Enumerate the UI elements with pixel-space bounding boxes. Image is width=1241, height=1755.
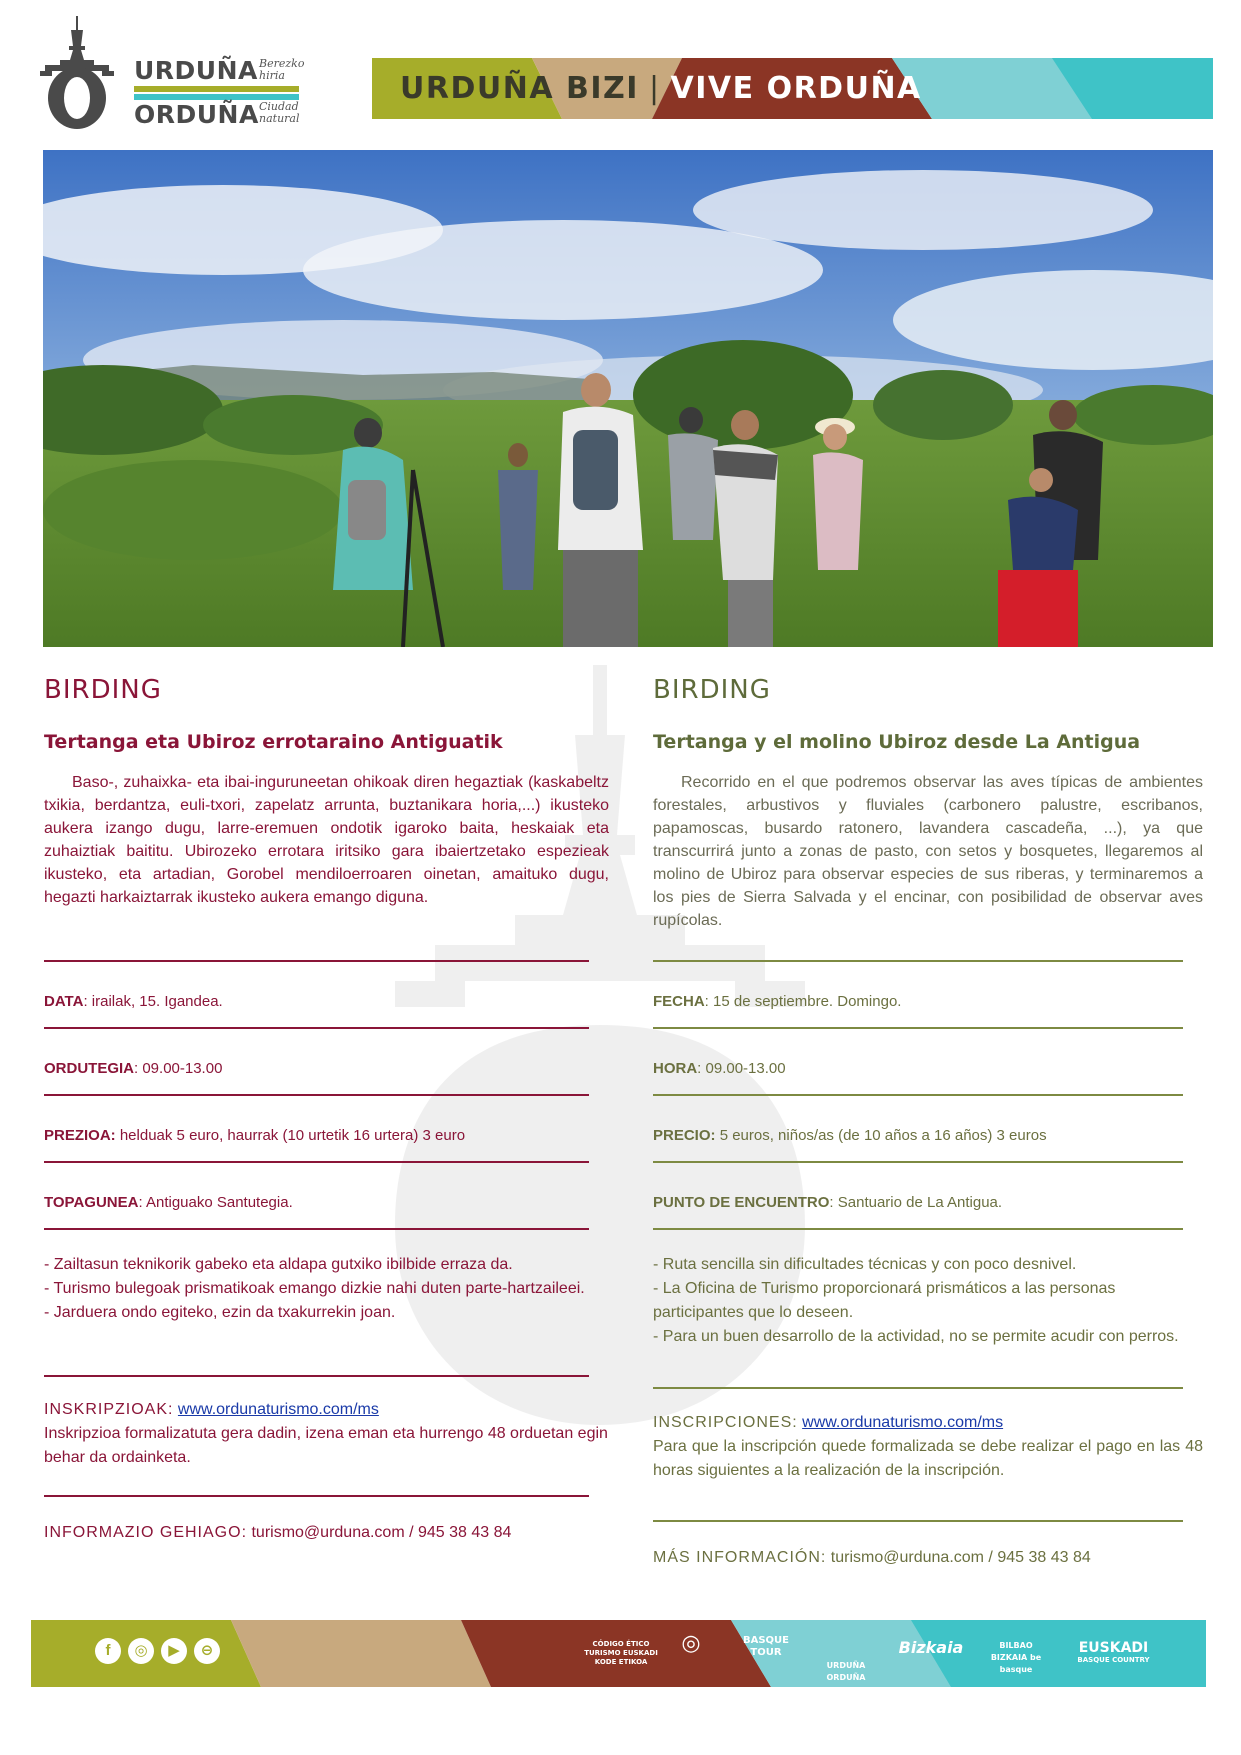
sponsor-bizkaia-logo: Bizkaia bbox=[898, 1638, 964, 1657]
registration-label-es: INSCRIPCIONES: bbox=[653, 1414, 798, 1431]
youtube-icon[interactable]: ▶ bbox=[161, 1638, 187, 1664]
price-value-es: 5 euros, niños/as (de 10 años a 16 años) 3 euros bbox=[719, 1127, 1047, 1144]
birdwatching-group-image bbox=[43, 150, 1213, 647]
description-es: Recorrido en el que podremos observar las aves típicas de ambientes forestales, arbustivos y fluviales (carbonero palustre, escribanos, papamoscas, busardo ratonero, lavandera cascadeña, ...), ya que transcurrirá junto a zonas de pasto, con setos y bosquetes, llegaremos al molino de Ubiroz para observar especies de sus riberas, y terminaremos a los pies de Sierra Salvada y el encinar, con posibilidad de observar aves rupícolas. bbox=[653, 774, 1203, 929]
registration-link-es[interactable]: www.ordunaturismo.com/ms bbox=[802, 1414, 1004, 1431]
meeting-label-es: PUNTO DE ENCUENTRO bbox=[653, 1194, 830, 1211]
column-spanish bbox=[653, 675, 1203, 1566]
registration-text-es: Para que la inscripción quede formalizada se debe realizar el pago en las 48 horas siguientes a la realización de la inscripción. bbox=[653, 1438, 1203, 1479]
divider bbox=[653, 1387, 1183, 1389]
hero-photo bbox=[43, 150, 1213, 647]
title-es: BIRDING bbox=[653, 675, 771, 705]
sponsor-orduna-logo: URDUÑA ORDUÑA bbox=[826, 1661, 866, 1682]
divider bbox=[44, 1161, 589, 1163]
note-item: - Ruta sencilla sin dificultades técnicas y con poco desnivel. bbox=[653, 1256, 1077, 1273]
instagram-icon[interactable]: ◎ bbox=[128, 1638, 154, 1664]
divider bbox=[44, 1375, 589, 1377]
date-label-es: FECHA bbox=[653, 993, 705, 1010]
date-label-eu: DATA bbox=[44, 993, 84, 1010]
date-row-eu: DATA: irailak, 15. Igandea. bbox=[44, 993, 223, 1010]
registration-label-eu: INSKRIPZIOAK: bbox=[44, 1401, 174, 1418]
banner-separator: | bbox=[648, 71, 661, 106]
note-item: - Para un buen desarrollo de la actividad, no se permite acudir con perros. bbox=[653, 1328, 1179, 1345]
divider bbox=[653, 1228, 1183, 1230]
brand-tagline-es: Ciudad natural bbox=[259, 100, 300, 125]
notes-es bbox=[653, 1253, 1203, 1349]
info-label-es: MÁS INFORMACIÓN: bbox=[653, 1549, 827, 1566]
sponsor-codigo-etico-logo: CÓDIGO ÉTICO TURISMO EUSKADI KODE ETIKOA bbox=[584, 1640, 658, 1666]
brand-name-eu: URDUÑA bbox=[134, 56, 258, 85]
tower-logo-icon bbox=[40, 16, 130, 131]
divider bbox=[653, 1094, 1183, 1096]
sponsor-globe-icon: ◎ bbox=[681, 1631, 701, 1656]
price-label-eu: PREZIOA: bbox=[44, 1127, 116, 1144]
price-value-eu: helduak 5 euro, haurrak (10 urtetik 16 urtera) 3 euro bbox=[119, 1127, 466, 1144]
price-row-eu bbox=[44, 1127, 609, 1144]
header-banner bbox=[372, 58, 1213, 119]
divider bbox=[44, 1027, 589, 1029]
meeting-row-eu: TOPAGUNEA: Antiguako Santutegia. bbox=[44, 1194, 293, 1211]
note-item: - Turismo bulegoak prismatikoak emango dizkie nahi duten parte-hartzaileei. bbox=[44, 1280, 585, 1297]
divider bbox=[44, 1094, 589, 1096]
divider bbox=[44, 1495, 589, 1497]
date-value-es: 15 de septiembre. Domingo. bbox=[713, 993, 902, 1010]
divider bbox=[653, 1520, 1183, 1522]
subtitle-es: Tertanga y el molino Ubiroz desde La Antigua bbox=[653, 731, 1141, 753]
registration-eu bbox=[44, 1398, 609, 1470]
brand-bar-olive bbox=[134, 86, 299, 92]
info-value-es[interactable]: turismo@urduna.com / 945 38 43 84 bbox=[830, 1549, 1091, 1566]
web-icon[interactable]: ⊖ bbox=[194, 1638, 220, 1664]
meeting-row-es: PUNTO DE ENCUENTRO: Santuario de La Antigua. bbox=[653, 1194, 1003, 1211]
column-basque bbox=[44, 675, 609, 1541]
title-eu: BIRDING bbox=[44, 675, 162, 705]
meeting-label-eu: TOPAGUNEA bbox=[44, 1194, 139, 1211]
note-item: - Jarduera ondo egiteko, ezin da txakurrekin joan. bbox=[44, 1304, 396, 1321]
time-row-eu: ORDUTEGIA: 09.00-13.00 bbox=[44, 1060, 223, 1077]
info-label-eu: INFORMAZIO GEHIAGO: bbox=[44, 1524, 248, 1541]
brand-logo bbox=[40, 16, 320, 131]
notes-eu bbox=[44, 1253, 609, 1325]
banner-title bbox=[400, 71, 922, 106]
info-row-eu bbox=[44, 1521, 609, 1545]
info-value-eu[interactable]: turismo@urduna.com / 945 38 43 84 bbox=[251, 1524, 512, 1541]
divider bbox=[44, 960, 589, 962]
divider bbox=[653, 1161, 1183, 1163]
date-value-eu: irailak, 15. Igandea. bbox=[91, 993, 223, 1010]
divider bbox=[653, 960, 1183, 962]
sponsor-euskadi-logo: EUSKADI BASQUE COUNTRY bbox=[1077, 1640, 1150, 1664]
registration-link-eu[interactable]: www.ordunaturismo.com/ms bbox=[177, 1401, 379, 1418]
banner-title-es: VIVE ORDUÑA bbox=[670, 71, 922, 106]
brand-tagline-eu: Berezko hiria bbox=[259, 57, 305, 82]
info-row-es bbox=[653, 1546, 1203, 1570]
description-eu: Baso-, zuhaixka- eta ibai-inguruneetan ohikoak diren hegaztiak (kaskabeltz txikia, berdantza, euli-txori, zapelatz arrunta, buztanikara horia,...) ikusteko aukera izango dugu, larre-eremuen ondotik igaroko baita, heskaiak eta zuhaiztiak baititu. Ubirozeko errotara iritsiko gara ibaiertzetako espezieak ikusteko, eta artadian, Gorobel mendiloerroaren oinetan, amaituko dugu, hegazti harkaiztarrak ikusteko aukera emango diguna. bbox=[44, 774, 609, 906]
meeting-value-es: Santuario de La Antigua. bbox=[837, 1194, 1003, 1211]
banner-title-eu: URDUÑA BIZI bbox=[400, 71, 639, 106]
registration-text-eu: Inskripzioa formalizatuta gera dadin, izena eman eta hurrengo 48 orduetan egin behar da ordainketa. bbox=[44, 1425, 608, 1466]
facebook-icon[interactable]: f bbox=[95, 1638, 121, 1664]
brand-name-es: ORDUÑA bbox=[134, 100, 259, 129]
time-value-eu: 09.00-13.00 bbox=[142, 1060, 223, 1077]
time-value-es: 09.00-13.00 bbox=[705, 1060, 786, 1077]
price-row-es bbox=[653, 1127, 1203, 1144]
sponsor-bilbao-bizkaia-logo: BILBAO BIZKAIA be basque bbox=[990, 1641, 1042, 1674]
divider bbox=[653, 1027, 1183, 1029]
time-label-es: HORA bbox=[653, 1060, 698, 1077]
time-label-eu: ORDUTEGIA bbox=[44, 1060, 134, 1077]
note-item: - La Oficina de Turismo proporcionará prismáticos a las personas participantes que lo deseen. bbox=[653, 1280, 1116, 1321]
divider bbox=[44, 1228, 589, 1230]
subtitle-eu: Tertanga eta Ubiroz errotaraino Antiguatik bbox=[44, 731, 503, 753]
sponsor-basque-tour-logo: BASQUE TOUR bbox=[742, 1635, 789, 1658]
note-item: - Zailtasun teknikorik gabeko eta aldapa gutxiko ibilbide erraza da. bbox=[44, 1256, 513, 1273]
time-row-es: HORA: 09.00-13.00 bbox=[653, 1060, 786, 1077]
meeting-value-eu: Antiguako Santutegia. bbox=[145, 1194, 293, 1211]
price-label-es: PRECIO: bbox=[653, 1127, 716, 1144]
registration-es bbox=[653, 1411, 1203, 1483]
footer-bar bbox=[31, 1620, 1206, 1687]
date-row-es: FECHA: 15 de septiembre. Domingo. bbox=[653, 993, 902, 1010]
